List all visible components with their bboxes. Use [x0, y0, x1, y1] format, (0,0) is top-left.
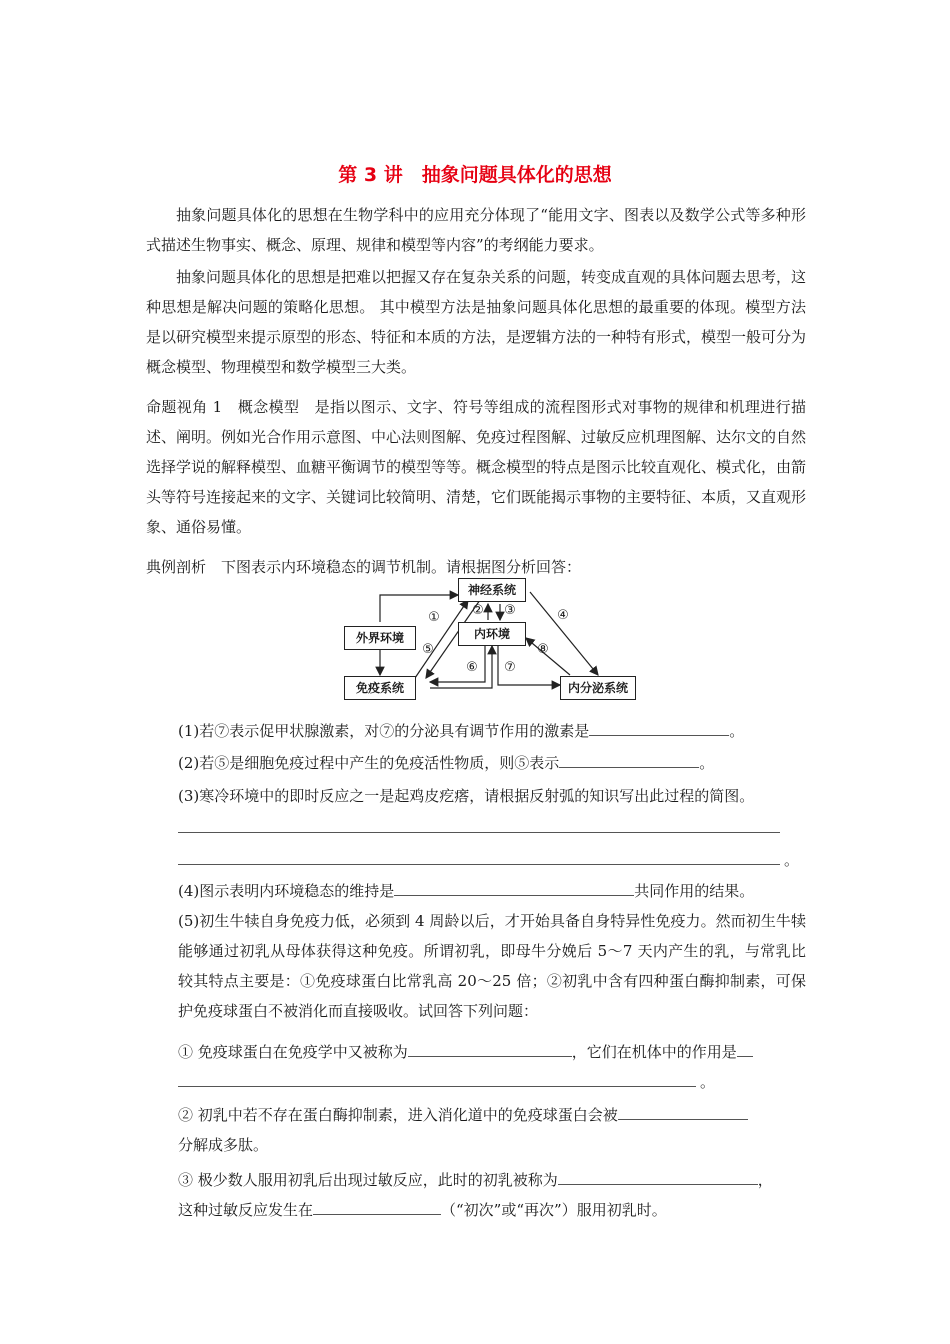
sub-question-3-comma: ，	[757, 1171, 773, 1189]
example-intro: 典例剖析 下图表示内环境稳态的调节机制。请根据图分析回答：	[146, 558, 582, 576]
page-title: 第 3 讲 抽象问题具体化的思想	[338, 164, 612, 186]
sub-question-1-text-2: ，它们在机体中的作用是	[571, 1043, 737, 1061]
endocrine-system-box: 内分泌系统	[560, 676, 636, 700]
sub-question-3-text-3: （“初次”或“再次”）服用初乳时。	[441, 1201, 667, 1219]
question-5: (5)初生牛犊自身免疫力低，必须到 4 周龄以后，才开始具备自身特异性免疫力。然而初生牛犊能够通过初乳从母体获得这种免疫。所谓初乳，即母牛分娩后 5～7 天内产生的乳，与常乳比较其特点主要是：①免疫球蛋白比常乳高 20～25 倍；②初乳中含有四种蛋白酶抑制素，可保护免疫球蛋白不被消化而直接吸收。试回答下列问题：	[178, 912, 806, 1020]
internal-environment-box: 内环境	[458, 622, 526, 646]
label-2: ②	[472, 603, 484, 618]
label-3: ③	[504, 603, 516, 618]
intro-paragraph-2: 抽象问题具体化的思想是把难以把握又存在复杂关系的问题，转变成直观的具体问题去思考，这种思想是解决问题的策略化思想。 其中模型方法是抽象问题具体化思想的最重要的体现。模型方法是以研究模型来提示原型的形态、特征和本质的方法，是逻辑方法的一种特有形式，模型一般可分为概念模型、物理模型和数学模型三大类。	[146, 268, 807, 376]
question-1-text: (1)若⑦表示促甲状腺激素，对⑦的分泌具有调节作用的激素是	[178, 722, 590, 740]
question-1-blank[interactable]	[589, 719, 729, 736]
question-3-blank-2[interactable]	[178, 864, 780, 865]
external-environment-box: 外界环境	[344, 626, 416, 650]
sub-question-1-end: 。	[700, 1073, 716, 1091]
question-4-text-end: 共同作用的结果。	[634, 882, 755, 900]
question-1	[178, 719, 744, 743]
sub-question-2-text: ② 初乳中若不存在蛋白酶抑制素，进入消化道中的免疫球蛋白会被	[178, 1106, 618, 1124]
homeostasis-diagram	[330, 570, 640, 710]
immune-system-box: 免疫系统	[344, 676, 416, 700]
question-4-text: (4)图示表明内环境稳态的维持是	[178, 882, 395, 900]
sub-question-2-blank[interactable]	[618, 1103, 748, 1120]
sub-question-1	[178, 1040, 753, 1064]
label-1: ①	[428, 610, 440, 625]
sub-question-3-text-2: 这种过敏反应发生在	[178, 1201, 314, 1219]
nervous-system-box: 神经系统	[458, 578, 526, 602]
concept-model-paragraph: 命题视角 1 概念模型 是指以图示、文字、符号等组成的流程图形式对事物的规律和机理进行描述、阐明。例如光合作用示意图、中心法则图解、免疫过程图解、过敏反应机理图解、达尔文的自然选择学说的解释模型、血糖平衡调节的模型等等。概念模型的特点是图示比较直观化、模式化，由箭头等符号连接起来的文字、关键词比较简明、清楚，它们既能揭示事物的主要特征、本质，又直观形象、通俗易懂。	[146, 398, 807, 536]
sub-question-3	[178, 1168, 773, 1192]
question-3: (3)寒冷环境中的即时反应之一是起鸡皮疙瘩，请根据反射弧的知识写出此过程的简图。	[178, 787, 755, 805]
sub-question-1-blank-2[interactable]	[178, 1086, 696, 1087]
sub-question-2-end: 分解成多肽。	[178, 1136, 269, 1154]
sub-question-2	[178, 1103, 748, 1127]
question-2-end: 。	[699, 754, 715, 772]
sub-question-3-blank-2[interactable]	[313, 1198, 441, 1215]
sub-question-3-blank-1[interactable]	[558, 1168, 758, 1185]
label-8: ⑧	[537, 642, 549, 657]
label-5: ⑤	[422, 642, 434, 657]
label-4: ④	[557, 608, 569, 623]
question-2-text: (2)若⑤是细胞免疫过程中产生的免疫活性物质，则⑤表示	[178, 754, 560, 772]
question-2	[178, 751, 714, 775]
sub-question-3-text: ③ 极少数人服用初乳后出现过敏反应，此时的初乳被称为	[178, 1171, 558, 1189]
question-2-blank[interactable]	[559, 751, 699, 768]
question-4-blank[interactable]	[394, 879, 634, 896]
sub-question-1-blank-1[interactable]	[408, 1040, 572, 1057]
question-4	[178, 879, 754, 903]
label-7: ⑦	[504, 660, 516, 675]
intro-paragraph-1: 抽象问题具体化的思想在生物学科中的应用充分体现了“能用文字、图表以及数学公式等多种形式描述生物事实、概念、原理、规律和模型等内容”的考纲能力要求。	[146, 206, 806, 254]
question-3-blank-1[interactable]	[178, 832, 780, 833]
sub-question-1-text: ① 免疫球蛋白在免疫学中又被称为	[178, 1043, 408, 1061]
question-1-end: 。	[729, 722, 745, 740]
question-3-end: 。	[784, 851, 800, 869]
sub-question-1-blank-2-start[interactable]	[737, 1040, 753, 1057]
sub-question-3-line-2	[178, 1198, 667, 1222]
label-6: ⑥	[466, 660, 478, 675]
